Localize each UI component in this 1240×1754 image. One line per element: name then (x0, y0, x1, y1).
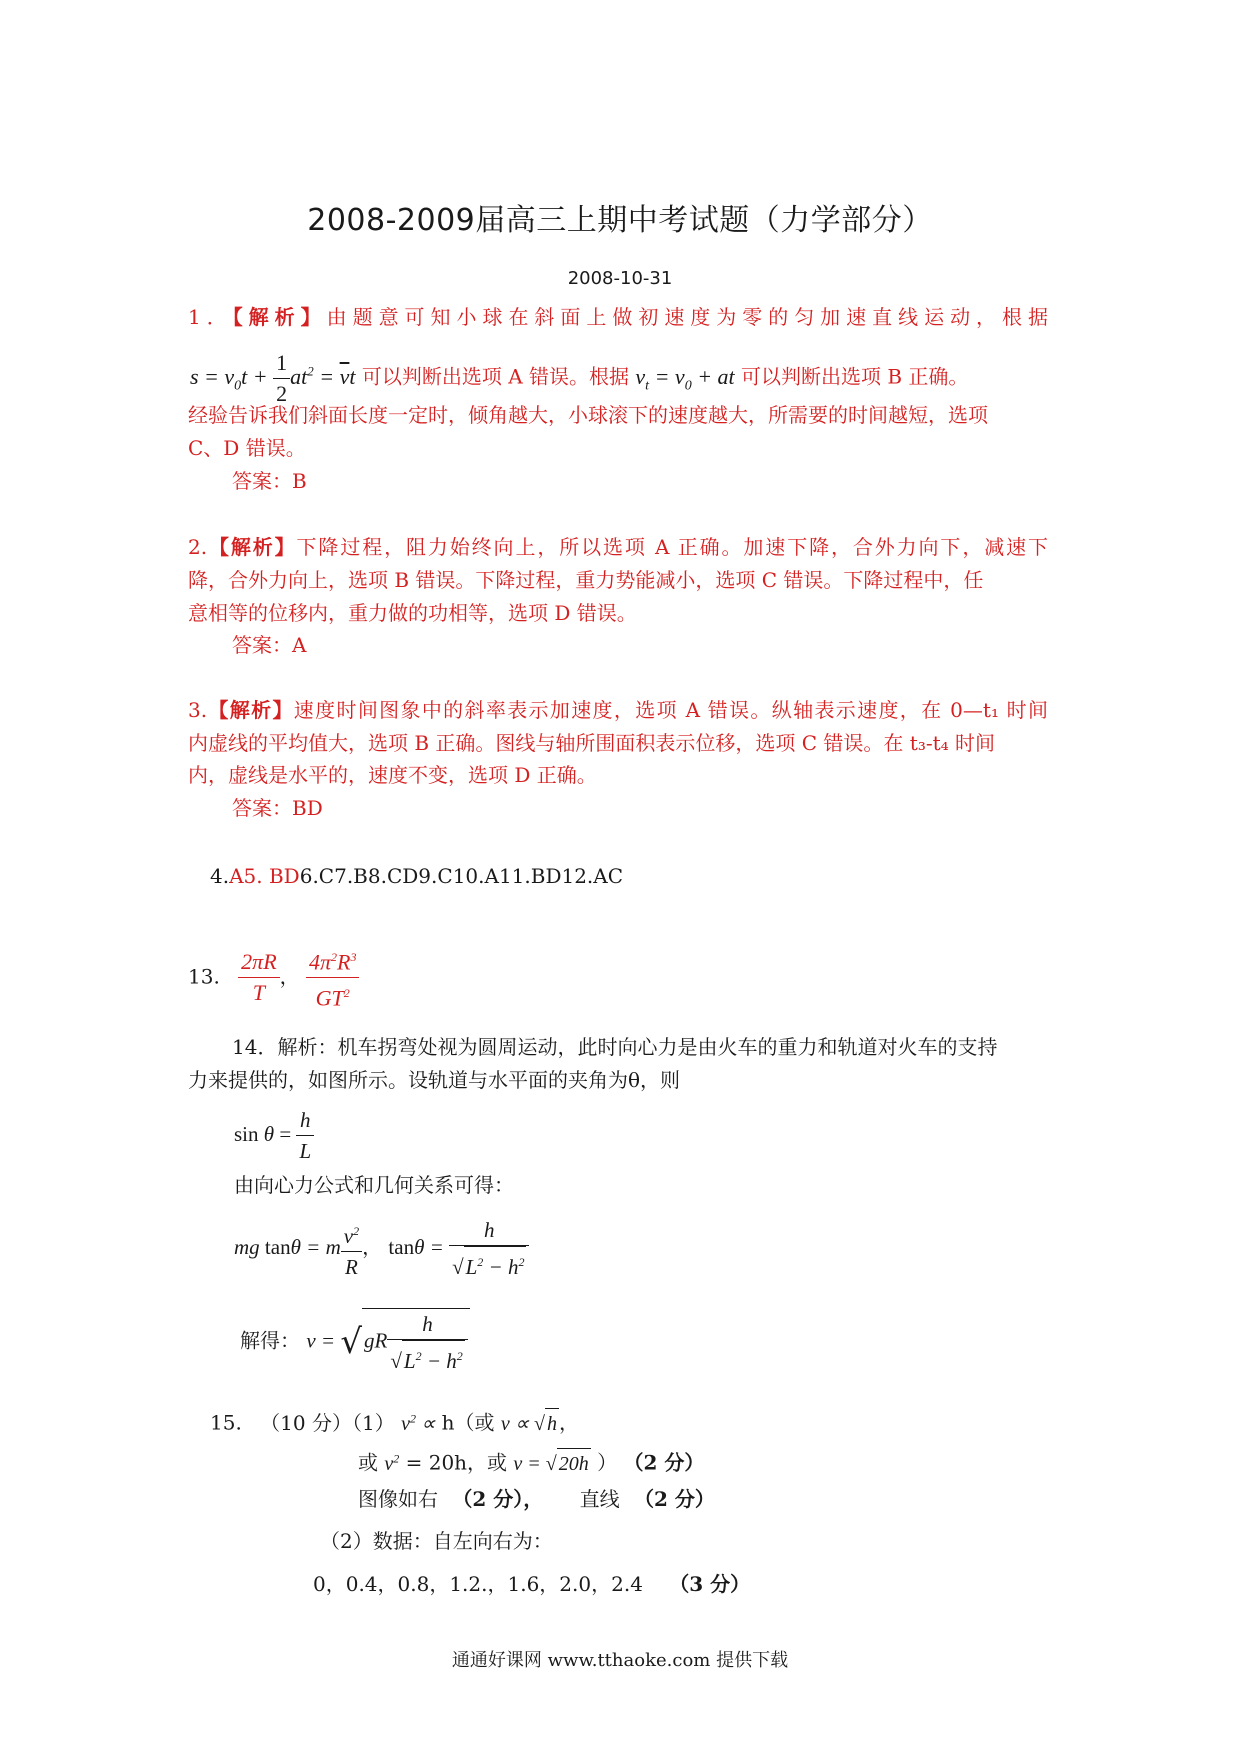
q3-tag: 【解析】 (207, 698, 294, 722)
q2-line-1 (188, 532, 1048, 562)
q14-solve-label: 解得： (240, 1328, 300, 1353)
q4-part-red: A5. BD (229, 864, 300, 888)
q2-text-3: 意相等的位移内，重力做的功相等，选项 D 错误。 (188, 601, 637, 625)
q15-line-3 (358, 1484, 715, 1514)
footer: 通通好课网 www.tthaoke.com 提供下载 (451, 1650, 789, 1671)
q14-text-1: 14．解析：机车拐弯处视为圆周运动，此时向心力是由火车的重力和轨道对火车的支持 (232, 1035, 998, 1059)
q15-score-3b: （2 分） (633, 1487, 715, 1511)
q15-line-1: 15. （10 分）（1） $v^2 \propto h$（或 v ∝ √ h ， (210, 1403, 579, 1439)
q1-formula-1: $s = v_0t$ + $\frac{1}{2}$ $at^2 = \overline{v}t$ (190, 364, 356, 389)
q15-text-2a: 或 (358, 1450, 378, 1475)
q15-score-data: （3 分） (669, 1572, 751, 1596)
q1-line-1 (188, 302, 1048, 332)
q1-text-2b: 可以判断出选项 B 正确。 (741, 364, 969, 389)
q15-score-3a: （2 分）， (452, 1487, 544, 1511)
q13-fraction-1: $\frac{2\pi R}{T}$ (238, 947, 279, 1008)
q15-score-2: （2 分） (623, 1450, 705, 1475)
q15-data: 0，0.4，0.8，1.2.，1.6，2.0，2.4 (313, 1572, 643, 1596)
q1-formula-2: $v_t = v_0$ + at (635, 363, 735, 393)
q15-text-4: （2）数据：自左向右为： (320, 1529, 553, 1553)
q15-text-1a: （10 分）（1） (260, 1410, 395, 1435)
q15-text-2b: = 20h，或 (405, 1450, 508, 1475)
q15-line-2: 或 $v^2 = 20h$，或 v = √ 20h ） （2 分） (358, 1443, 704, 1479)
q3-line-1 (188, 695, 1048, 725)
q3-text-1: 速度时间图象中的斜率表示加速度，选项 A 错误。纵轴表示速度，在 0—t₁ 时间 (293, 698, 1048, 722)
q3-text-3: 内，虚线是水平的，速度不变，选项 D 正确。 (188, 763, 597, 787)
q1-text-1: 由题意可知小球在斜面上做初速度为零的匀加速直线运动，根据 (326, 305, 1049, 329)
q15-text-3c: 直线 (579, 1487, 620, 1511)
q13-fraction-2: $\frac{4\pi^2R^3}{GT^2}$ (306, 942, 359, 1014)
q15-text-3a: 图像如右 (358, 1487, 438, 1511)
q1-answer: 答案：B (232, 469, 307, 493)
q2-text-1: 下降过程，阻力始终向上，所以选项 A 正确。加速下降，合外力向下，减速下 (296, 535, 1048, 559)
q14-formula-tan: mg tanθ = m $\frac{v^2}{R}$ ， tanθ = $\frac{h}{√L^2 - h^2}$ (234, 1215, 529, 1282)
q2-tag: 【解析】 (207, 535, 297, 559)
q2-text-2: 降，合外力向上，选项 B 错误。下降过程，重力势能减小，选项 C 错误。下降过程中，任 (188, 568, 984, 592)
q15-line-5 (313, 1569, 750, 1599)
q14-formula-sin: sin θ = $\frac{h}{L}$ (234, 1105, 314, 1166)
q1-text-3: 经验告诉我们斜面长度一定时，倾角越大，小球滚下的速度越大，所需要的时间越短，选项 (188, 403, 988, 427)
q4-part-black: 6.C7.B8.CD9.C10.A11.BD12.AC (299, 864, 624, 888)
q1-tag: 【解析】 (232, 305, 327, 329)
q13-separator: ， (279, 964, 300, 989)
q1-text-4: C、D 错误。 (188, 436, 306, 460)
q4-label: 4. (210, 864, 230, 888)
q2-answer: 答案：A (232, 633, 307, 657)
date: 2008-10-31 (567, 268, 673, 289)
q3-text-2: 内虚线的平均值大，选项 B 正确。图线与轴所围面积表示位移，选项 C 错误。在 t₃-t₄ 时间 (188, 731, 996, 755)
q13-number: 13. (188, 964, 220, 989)
q14-solution: 解得： v = √gR $\frac{h}{√L^2 - h^2}$ (240, 1308, 470, 1376)
page-title: 2008-2009届高三上期中考试题（力学部分） (307, 203, 933, 238)
q2-number: 2. (188, 535, 208, 559)
q4-answers (210, 861, 623, 891)
q15-number: 15. (210, 1410, 242, 1435)
q1-text-2a: 可以判断出选项 A 错误。根据 (361, 364, 630, 389)
q13-line (188, 942, 359, 1014)
q1-number: 1． (188, 305, 233, 329)
q3-number: 3. (188, 698, 208, 722)
q14-text-2: 力来提供的，如图所示。设轨道与水平面的夹角为θ，则 (188, 1068, 681, 1092)
q15-text-2c: ） (597, 1450, 618, 1475)
q15-text-1b: h（或 (441, 1410, 495, 1435)
q3-answer: 答案：BD (232, 796, 323, 820)
q15-text-1c: ， (559, 1410, 580, 1435)
q14-text-3: 由向心力公式和几何关系可得： (234, 1173, 514, 1197)
